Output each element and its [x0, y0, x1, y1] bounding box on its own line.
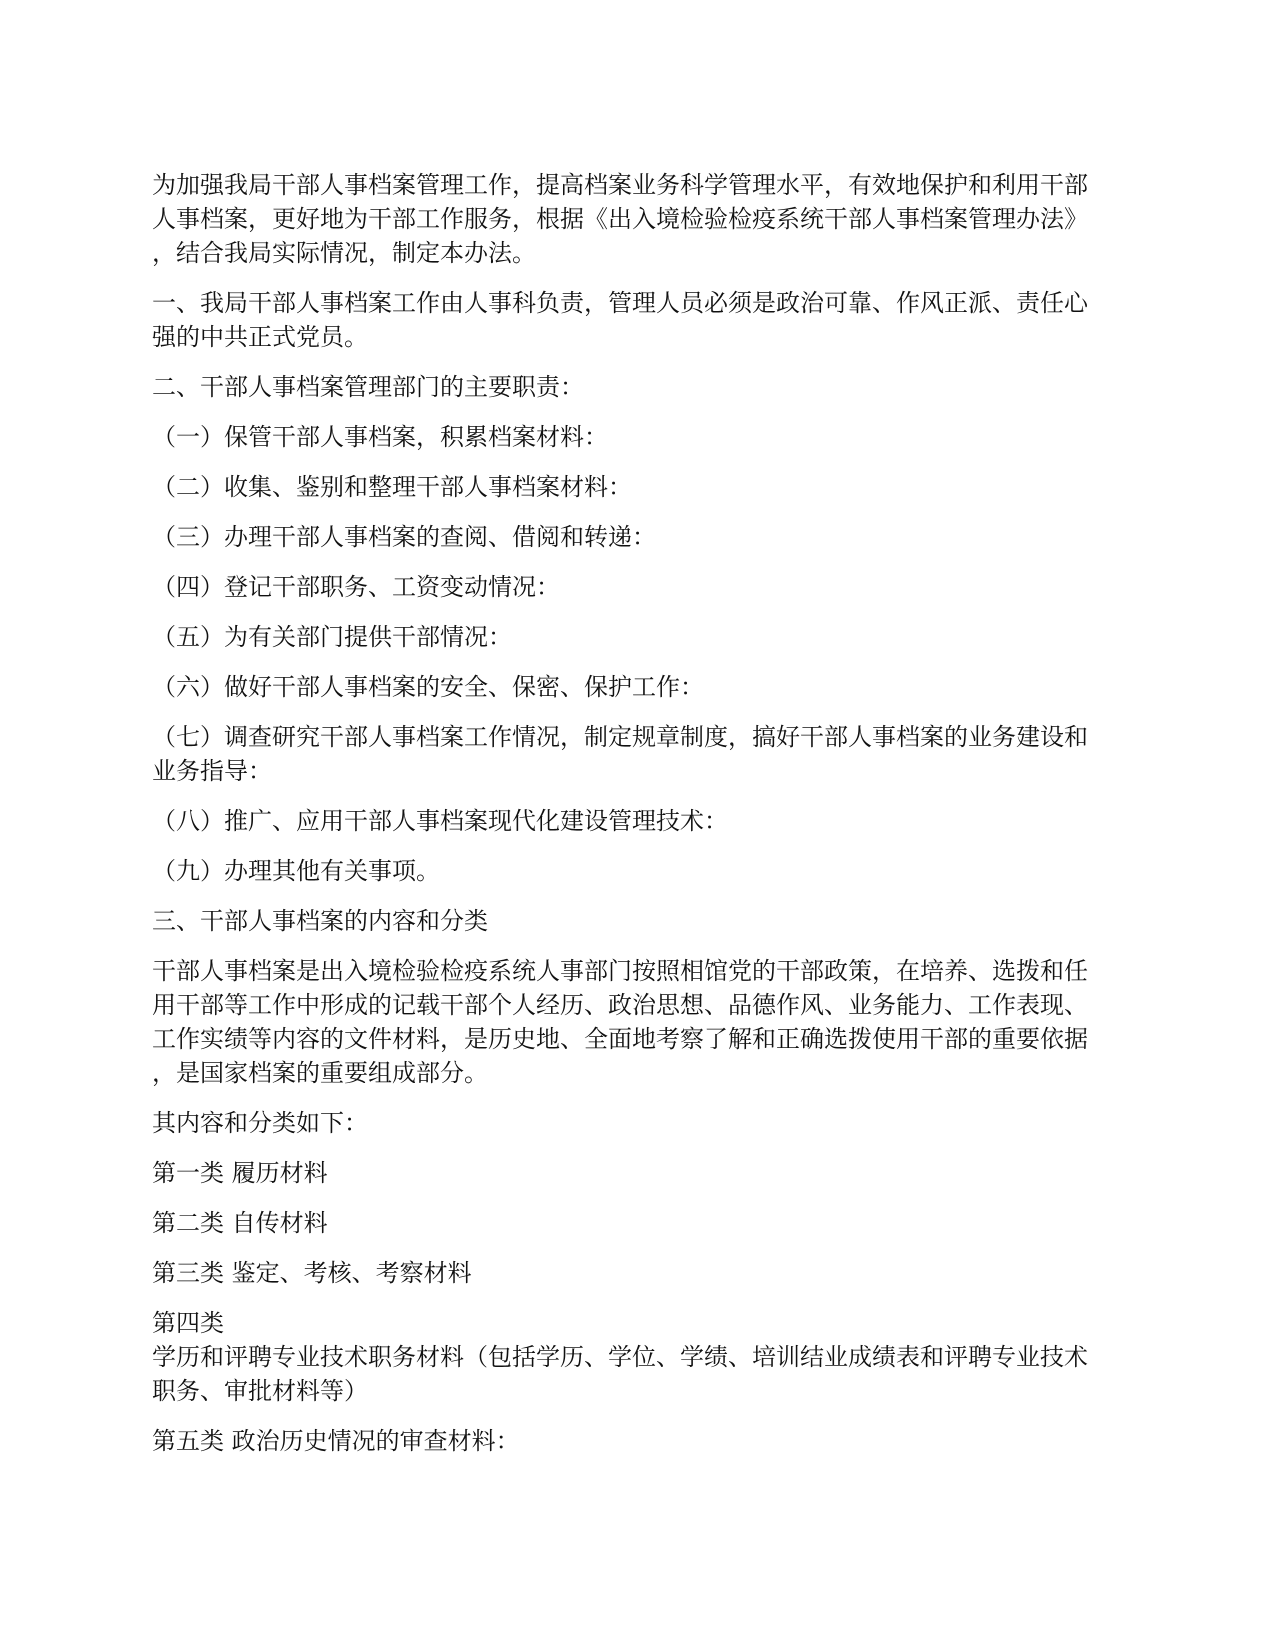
duty-item-6: （六）做好干部人事档案的安全、保密、保护工作：	[152, 673, 704, 701]
duty-item-7-line: （七）调查研究干部人事档案工作情况，制定规章制度，搞好干部人事档案的业务建设和	[152, 723, 1088, 751]
section-2-heading: 二、干部人事档案管理部门的主要职责：	[152, 373, 584, 401]
category-1: 第一类 履历材料	[152, 1159, 328, 1187]
section-1-line: 一、我局干部人事档案工作由人事科负责，管理人员必须是政治可靠、作风正派、责任心	[152, 289, 1088, 317]
duty-item-9: （九）办理其他有关事项。	[152, 857, 440, 885]
section-3-heading: 三、干部人事档案的内容和分类	[152, 907, 488, 935]
category-3: 第三类 鉴定、考核、考察材料	[152, 1259, 472, 1287]
intro-line: ，结合我局实际情况，制定本办法。	[152, 239, 536, 267]
classification-intro: 其内容和分类如下：	[152, 1109, 368, 1137]
category-5: 第五类 政治历史情况的审查材料：	[152, 1427, 520, 1455]
duty-item-7	[152, 720, 1128, 788]
duty-item-5: （五）为有关部门提供干部情况：	[152, 623, 512, 651]
category-4-line: 职务、审批材料等）	[152, 1377, 368, 1405]
duty-item-2: （二）收集、鉴别和整理干部人事档案材料：	[152, 473, 632, 501]
section-1-line: 强的中共正式党员。	[152, 323, 368, 351]
intro-line: 为加强我局干部人事档案管理工作，提高档案业务科学管理水平，有效地保护和利用干部	[152, 171, 1088, 199]
duty-item-8: （八）推广、应用干部人事档案现代化建设管理技术：	[152, 807, 728, 835]
section-1-paragraph	[152, 286, 1128, 354]
category-4-line: 学历和评聘专业技术职务材料（包括学历、学位、学绩、培训结业成绩表和评聘专业技术	[152, 1343, 1088, 1371]
document-body	[152, 168, 1128, 1474]
category-2: 第二类 自传材料	[152, 1209, 328, 1237]
intro-paragraph	[152, 168, 1128, 270]
duty-item-7-line: 业务指导：	[152, 757, 272, 785]
section-3-body	[152, 954, 1128, 1090]
duty-item-1: （一）保管干部人事档案，积累档案材料：	[152, 423, 608, 451]
duty-item-3: （三）办理干部人事档案的查阅、借阅和转递：	[152, 523, 656, 551]
section-3-line: 工作实绩等内容的文件材料，是历史地、全面地考察了解和正确选拨使用干部的重要依据	[152, 1025, 1088, 1053]
category-4-title: 第四类	[152, 1309, 224, 1337]
section-3-line: 用干部等工作中形成的记载干部个人经历、政治思想、品德作风、业务能力、工作表现、	[152, 991, 1088, 1019]
section-3-line: 干部人事档案是出入境检验检疫系统人事部门按照相馆党的干部政策，在培养、选拨和任	[152, 957, 1088, 985]
intro-line: 人事档案，更好地为干部工作服务，根据《出入境检验检疫系统干部人事档案管理办法》	[152, 205, 1088, 233]
category-4	[152, 1306, 1128, 1408]
section-3-line: ，是国家档案的重要组成部分。	[152, 1059, 488, 1087]
duty-item-4: （四）登记干部职务、工资变动情况：	[152, 573, 560, 601]
